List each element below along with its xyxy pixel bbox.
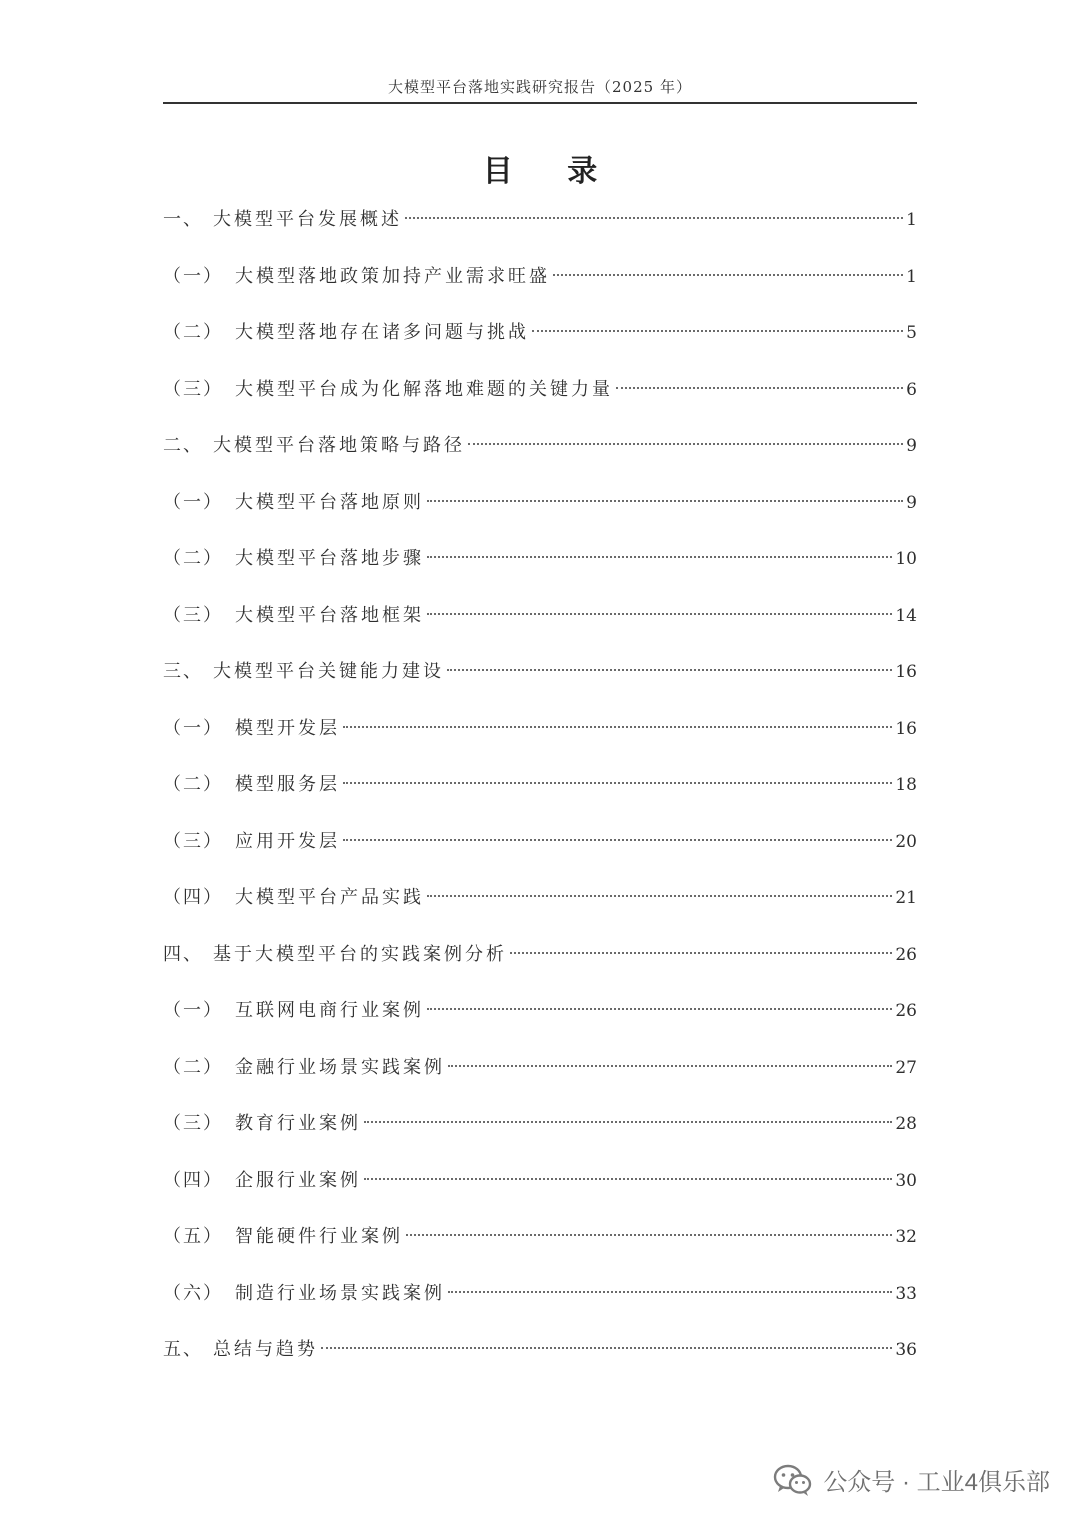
toc-entry-number: 三、 [163,661,203,682]
toc-entry[interactable] [163,1336,917,1393]
toc-entry-title: 金融行业场景实践案例 [235,1056,445,1078]
toc-dot-leader [427,613,892,615]
toc-entry-title: 大模型平台发展概述 [213,209,402,230]
toc-entry[interactable] [163,658,917,715]
toc-entry[interactable] [163,263,917,320]
toc-entry-page: 9 [906,492,917,513]
toc-entry-number: （一） [163,1000,223,1021]
toc-entry-page: 1 [906,266,917,287]
toc-entry-page: 21 [895,888,917,908]
toc-entry-title: 企服行业案例 [235,1169,361,1191]
toc-dot-leader [427,1008,892,1010]
toc-entry-title: 大模型平台落地策略与路径 [213,435,465,456]
toc-entry-number: （四） [163,887,223,908]
toc-entry-title: 大模型平台落地原则 [235,491,424,513]
toc-entry-title: 大模型平台产品实践 [235,887,424,908]
toc-dot-leader [321,1347,892,1349]
toc-entry[interactable] [163,602,917,659]
toc-entry-number: 一、 [163,209,203,230]
toc-entry-number: （六） [163,1282,223,1304]
toc-entry-page: 18 [895,775,917,795]
toc-dot-leader [427,556,892,558]
toc-entry[interactable] [163,715,917,772]
toc-entry-title: 大模型平台成为化解落地难题的关键力量 [235,378,613,400]
toc-dot-leader [427,500,903,502]
toc-entry-title: 基于大模型平台的实践案例分析 [213,943,507,965]
toc-entry-page: 6 [906,379,917,400]
toc-entry-title: 制造行业场景实践案例 [235,1282,445,1304]
toc-dot-leader [343,839,892,841]
toc-entry-title: 智能硬件行业案例 [235,1226,403,1247]
toc-entry-page: 10 [895,549,917,569]
toc-entry-page: 27 [895,1057,917,1078]
toc-title: 目 录 [482,154,620,189]
watermark-text: 公众号 · 工业4俱乐部 [823,1469,1050,1496]
toc-dot-leader [510,952,892,954]
toc-entry-title: 模型开发层 [235,717,340,739]
toc-entry-page: 26 [895,1001,917,1021]
header-rule [163,102,917,104]
toc-entry[interactable] [163,489,917,546]
toc-entry-title: 大模型落地政策加持产业需求旺盛 [235,265,550,287]
toc-entry-number: 二、 [163,435,203,456]
toc-entry-number: （三） [163,378,223,400]
toc-entry-number: （五） [163,1226,223,1247]
toc-entry[interactable] [163,376,917,433]
toc-entry-number: 四、 [163,943,203,965]
toc-entry[interactable] [163,828,917,885]
toc-entry-page: 30 [895,1170,917,1191]
toc-entry-page: 28 [895,1114,917,1134]
toc-entry-title: 大模型平台关键能力建设 [213,661,444,682]
toc-dot-leader [343,726,892,728]
watermark [773,1462,1050,1497]
toc-entry-title: 互联网电商行业案例 [235,1000,424,1021]
toc-entry[interactable] [163,1223,917,1280]
toc-entry-page: 32 [895,1227,917,1247]
toc-entry[interactable] [163,997,917,1054]
toc-dot-leader [448,1291,892,1293]
running-header: 大模型平台落地实践研究报告（2025 年） [388,78,692,96]
toc-entry[interactable] [163,1167,917,1224]
toc-entry[interactable] [163,1110,917,1167]
toc-entry-number: （二） [163,322,223,343]
toc-dot-leader [364,1178,892,1180]
toc-entry-number: （一） [163,265,223,287]
toc-list [163,206,917,1393]
toc-dot-leader [553,274,903,276]
toc-entry-number: 五、 [163,1339,203,1360]
toc-entry-title: 应用开发层 [235,830,340,852]
toc-entry-number: （三） [163,604,223,626]
toc-entry-page: 9 [906,436,917,456]
toc-entry-title: 大模型平台落地步骤 [235,548,424,569]
toc-entry-page: 14 [895,605,917,626]
toc-dot-leader [616,387,903,389]
toc-dot-leader [448,1065,892,1067]
toc-entry-number: （一） [163,491,223,513]
toc-entry-page: 36 [895,1340,917,1360]
toc-entry-number: （二） [163,1056,223,1078]
toc-entry-number: （三） [163,1113,223,1134]
toc-entry-number: （二） [163,548,223,569]
toc-entry[interactable] [163,432,917,489]
toc-entry-number: （一） [163,717,223,739]
toc-entry-page: 1 [906,210,917,230]
toc-entry-page: 16 [895,662,917,682]
toc-entry[interactable] [163,319,917,376]
toc-dot-leader [343,782,892,784]
toc-entry[interactable] [163,1280,917,1337]
toc-entry[interactable] [163,941,917,998]
toc-entry-number: （二） [163,774,223,795]
wechat-icon [773,1463,813,1497]
toc-dot-leader [406,1234,892,1236]
toc-entry-page: 16 [895,718,917,739]
toc-entry-title: 总结与趋势 [213,1339,318,1360]
toc-entry-title: 教育行业案例 [235,1113,361,1134]
toc-entry-number: （四） [163,1169,223,1191]
toc-entry[interactable] [163,545,917,602]
toc-entry-title: 大模型平台落地框架 [235,604,424,626]
toc-dot-leader [532,330,903,332]
toc-dot-leader [405,217,903,219]
toc-entry-page: 20 [895,831,917,852]
toc-dot-leader [447,669,892,671]
toc-dot-leader [427,895,892,897]
toc-entry-title: 模型服务层 [235,774,340,795]
toc-entry[interactable] [163,206,917,263]
toc-entry-title: 大模型落地存在诸多问题与挑战 [235,322,529,343]
toc-entry[interactable] [163,771,917,828]
toc-entry-page: 5 [906,323,917,343]
toc-entry-page: 33 [895,1283,917,1304]
toc-dot-leader [364,1121,892,1123]
toc-entry[interactable] [163,1054,917,1111]
toc-dot-leader [468,443,903,445]
toc-entry-number: （三） [163,830,223,852]
toc-entry[interactable] [163,884,917,941]
toc-entry-page: 26 [895,944,917,965]
